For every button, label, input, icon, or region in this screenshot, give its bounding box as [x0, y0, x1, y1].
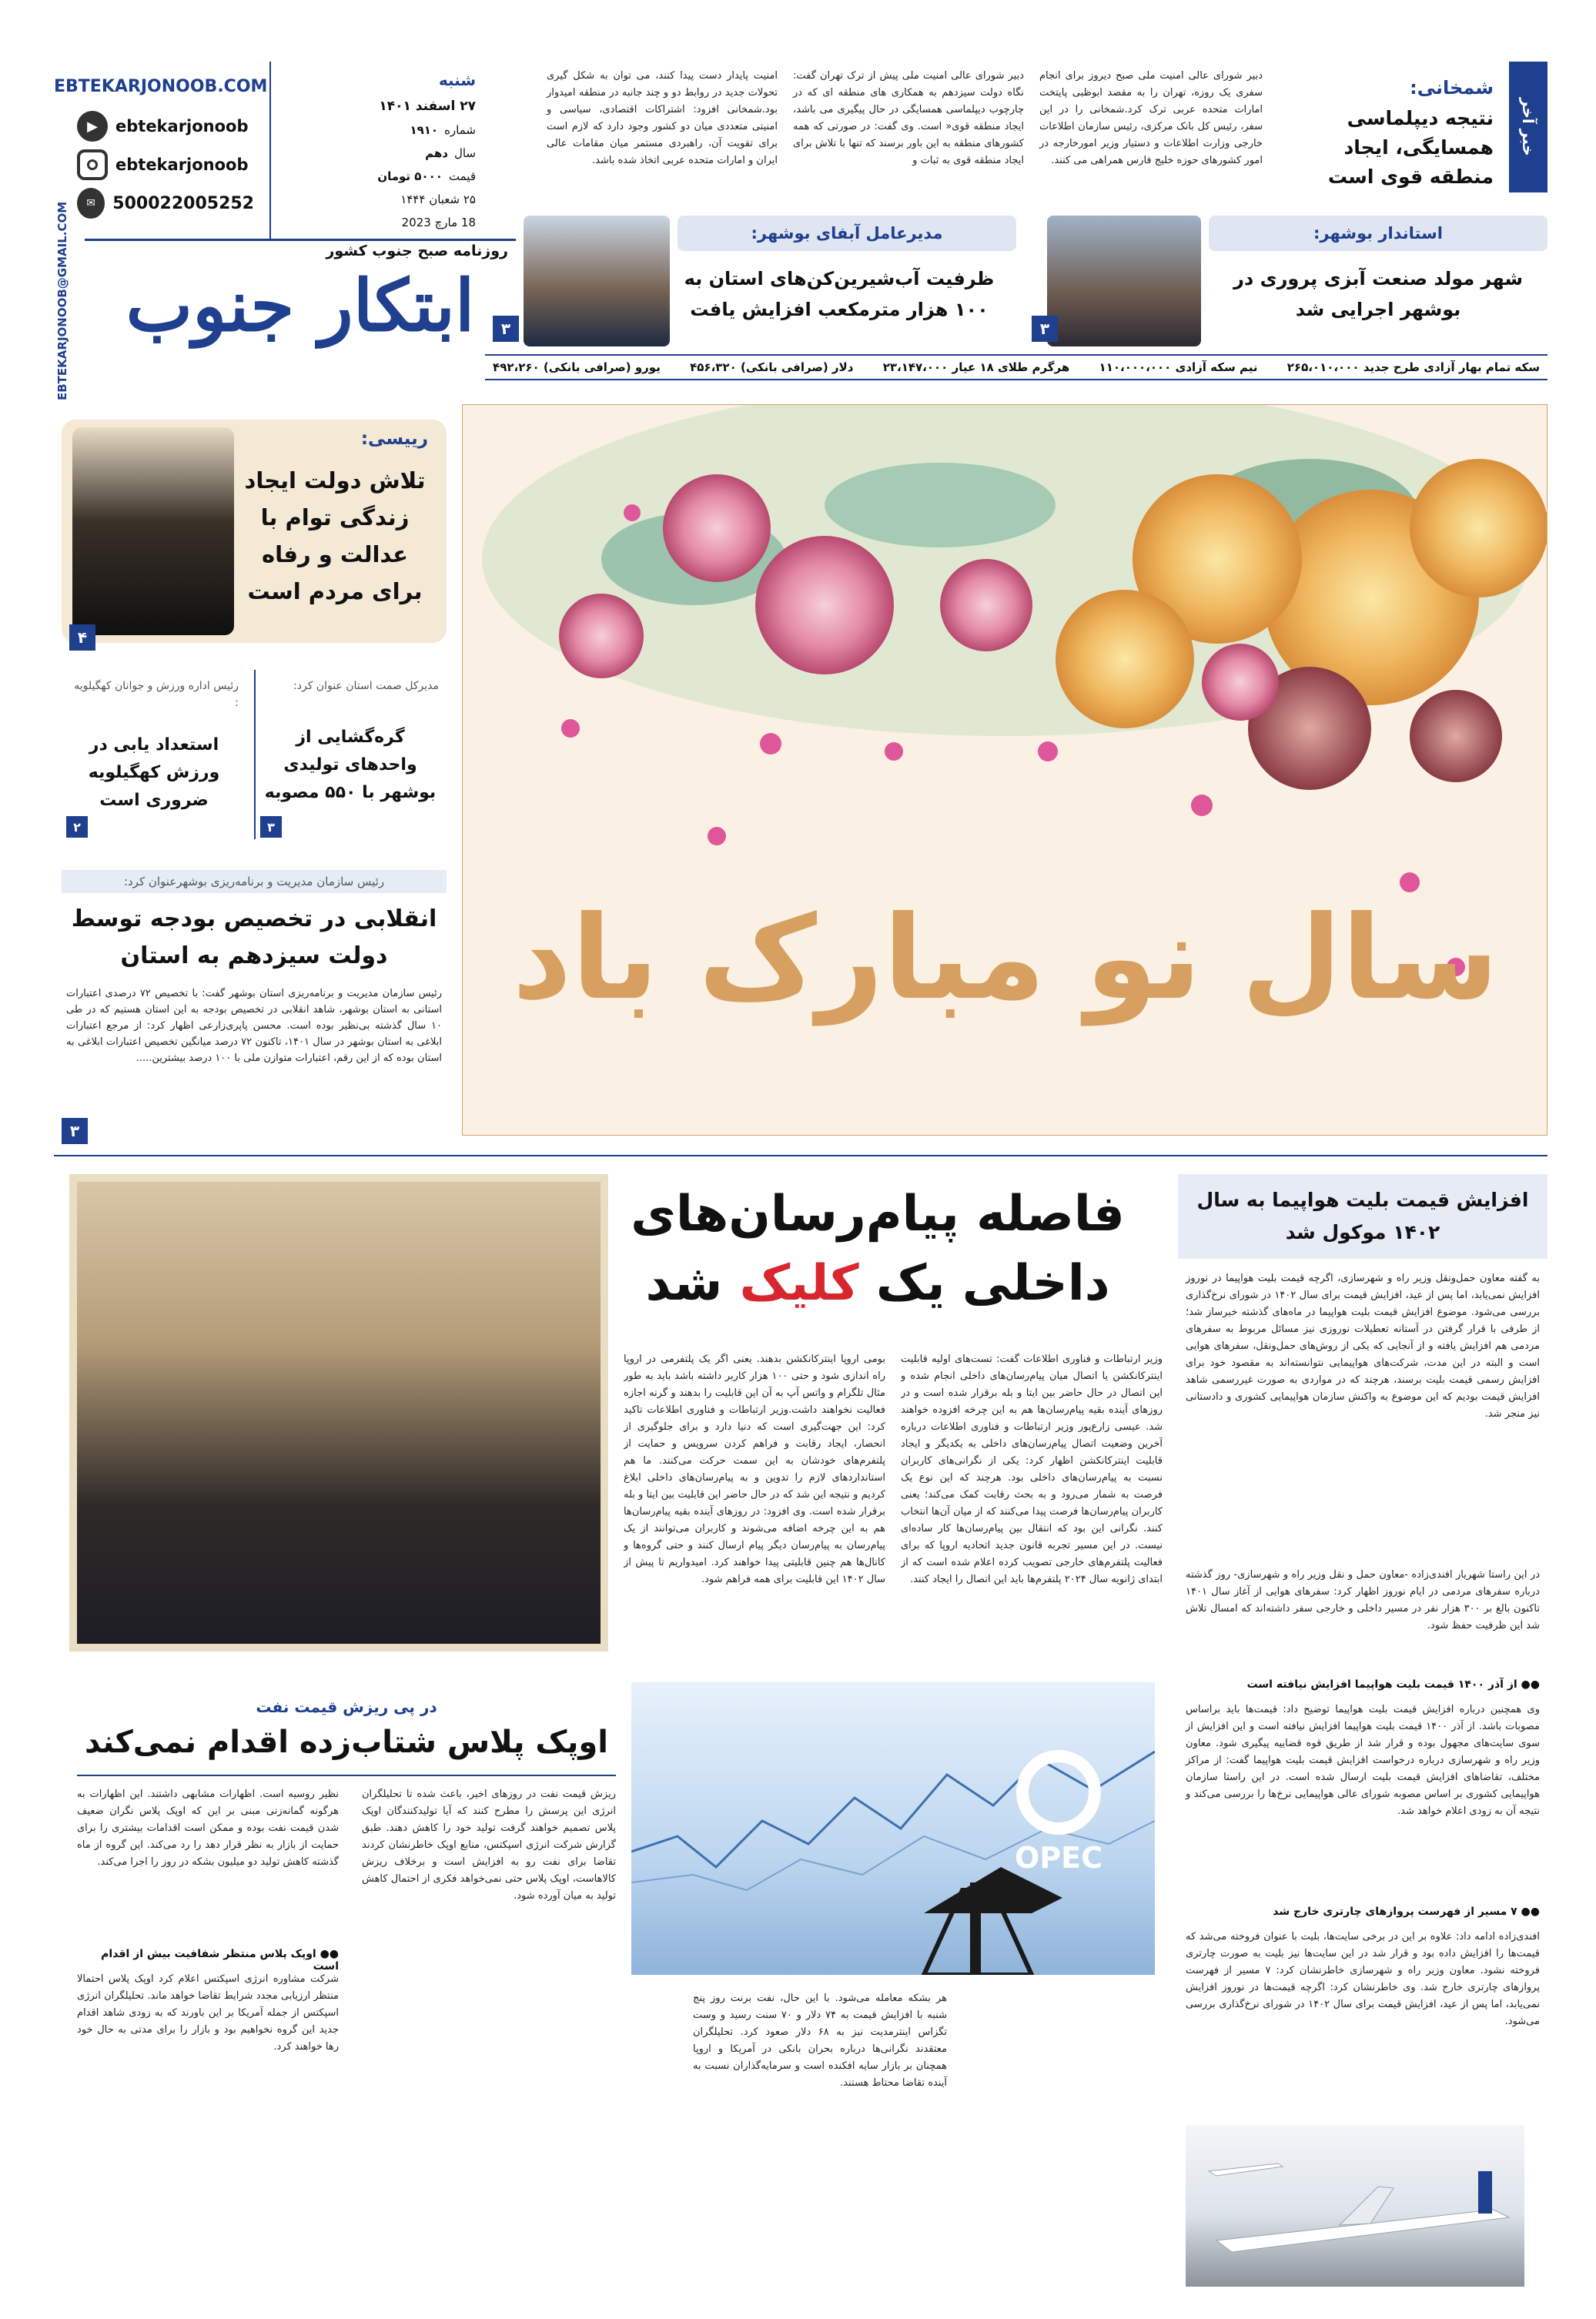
- raisi-page: ۴: [69, 624, 95, 651]
- main-headline-2: [624, 1251, 1132, 1316]
- budget-story[interactable]: [62, 870, 447, 1147]
- box-industry-kicker: مدیرکل صمت استان عنوان کرد:: [293, 680, 439, 692]
- box-sport-kicker: رئیس اداره ورزش و جوانان کهگیلویه :: [74, 680, 239, 709]
- opec-logo: [993, 1721, 1124, 1875]
- box-industry-page: ۳: [260, 816, 282, 838]
- flight-p1: به گفته معاون حمل‌ونقل وزیر راه و شهرسازی، اگرچه قیمت بلیت هواپیما در نوروز افزایش نمی‌یابد، اما پس از عید، افزایش قیمت برای سال ۱۴۰۲ در شورای نرخ‌گذاری بررسی می‌شود. موضوع افزایش قیمت بلیت هواپیما در ماه‌های گذشته خبرساز شد؛ از طرفی با قرار گرفتن در آستانه تعطیلات نوروزی نیز مسائل مربوط به سفرهای مردمی هم افزایش یافته و از آنجایی که یکی از روش‌های حمل‌ونقل، سفرهای هوایی است و البته در این مدت، شرکت‌های هواپیمایی نتوانسته‌اند به مقصود خود برای افزایش رسمی قیمت بلیت برسند، هرچند که در مواردی به صورت غیررسمی شاهد افزایش قیمت بودیم که این موضوع به واکنش سازمان هواپیمایی کشوری و دادستانی نیز منجر شد.: [1186, 1273, 1540, 1420]
- promo-1-headline: شهر مولد صنعت آبزی پروری در بوشهر اجرایی شد: [1233, 268, 1523, 320]
- phone-number: 500022005252: [112, 193, 254, 213]
- main-headline-2b: کلیک: [739, 1255, 859, 1312]
- instagram-icon: [77, 149, 108, 180]
- date-hijri: ۲۵ شعبان ۱۴۴۴: [400, 192, 476, 206]
- top-kicker: شمخانی:: [1410, 77, 1494, 99]
- flight-sub-2: ●● ۷ مسیر از فهرست پروازهای چارتری خارج شد: [1273, 1906, 1540, 1918]
- tagline: روزنامه صبح جنوب کشور: [326, 243, 508, 259]
- promo-1-photo: [1047, 216, 1201, 346]
- promo-2-page: ۳: [493, 316, 519, 342]
- nowruz-banner: [462, 404, 1547, 1136]
- youtube-icon: ▶: [77, 111, 108, 142]
- minister-photo: [69, 1174, 608, 1651]
- budget-kicker: رئیس سازمان مدیریت و برنامه‌ریزی بوشهرعنوان کرد:: [123, 875, 385, 888]
- budget-page: ۳: [62, 1118, 88, 1144]
- opec-col-3: شرکت مشاوره انرژی اسپکتس اعلام کرد اوپک پلاس احتمالا منتظر ارزیابی مجدد شرایط تقاضا خواهد ماند. تحلیلگران انرژی اسپکتس از جمله آمریکا بر این باورند که به زودی شاهد اقدام جدید این گروه نخواهیم بود و بازار را برای مدتی به حال خود رها خواهند کرد.: [77, 1973, 339, 2053]
- flight-headline: افزایش قیمت بلیت هواپیما به سال ۱۴۰۲ موکول شد: [1196, 1189, 1529, 1243]
- issue-label: شماره: [444, 123, 476, 137]
- top-headline[interactable]: نتیجه دیپلماسی همسایگی، ایجاد منطقه قوی است: [1327, 107, 1494, 188]
- calligraphy-text: سال نو مبارک باد: [512, 892, 1499, 1026]
- flight-p4: افندی‌زاده ادامه داد: علاوه بر این در برخی سایت‌ها، بلیت با عنوان فروخته می‌شد که قیمت‌ها را افزایش داده بود و قرار شد در این سایت‌ها نیز بلیت به صورت چارتری فروخته نشود. معاون وزیر راه و شهرسازی خاطرنشان کرد: ۷ مسیر از فهرست پروازهای چارتری خارج شد. وی خاطرنشان کرد: اگرچه قیمت‌ها در نوروز افزایش نمی‌یابد، اما پس از عید، افزایش قیمت برای سال ۱۴۰۲ در شورای نرخ‌گذاری بررسی می‌شود.: [1186, 1931, 1541, 2027]
- promo-2-photo: [524, 216, 670, 346]
- main-col-right: وزیر ارتباطات و فناوری اطلاعات گفت: تست‌های اولیه قابلیت اینترکانکشن یا اتصال میان پیام‌رسان‌های داخلی انجام شده و این اتصال در حال حاضر بین ایتا و بله برقرار شده است و در روزهای آینده بقیه پیام‌رسان‌ها هم به این چرخه افزوده خواهند شد. عیسی زارع‌پور وزیر ارتباطات و فناوری اطلاعات درباره آخرین وضعیت اتصال پیام‌رسان‌های داخلی به یکدیگر و ایجاد قابلیت اینترکانکشن اظهار کرد: یکی از نگرانی‌های کاربران نسبت به پیام‌رسان‌های داخلی بود. هرچند که این نوع یک فرصت به شمار می‌رود و به بحث رقابت کمک می‌کند؛ یعنی کاربران پیام‌رسان‌ها فرصت پیدا می‌کنند که از میان آن‌ها انتخاب کنند. نگرانی این بود که انتقال بین پیام‌رسان‌ها کار ساده‌ای نیست. در این مسیر تجربه قانون جدید اتحادیه اروپا که برای فعالیت پلتفرم‌های خارجی تصویب کرده اعلام شده است که از ابتدای ژانویه سال ۲۰۲۴ پلتفرم‌ها باید این اتصال را ایجاد کنند.: [901, 1354, 1163, 1585]
- opec-story[interactable]: [62, 1682, 1155, 2298]
- price-label: قیمت: [448, 169, 476, 183]
- flight-p3: وی همچنین درباره افزایش قیمت بلیت هواپیما توضیح داد: قیمت‌ها باید براساس مصوبات باشد. از آذر ۱۴۰۰ قیمت بلیت هواپیما افزایش نیافته است و این افزایش از سوی سایت‌های مجهول بوده و قرار شد از طریق قوه قضاییه پیگیری شود. معاون وزیر راه و شهرسازی درباره درخواست افزایش قیمت بلیت هواپیما گفت: از مراکز مختلف، تقاضاهای افزایش قیمت بلیت ارسال شده است. در این راستا سازمان هواپیمایی کشوری بر اساس مصوبه شورای عالی هواپیمایی نرخ‌ها را بررسی می‌کند و نتیجه آن به زودی اعلام خواهد شد.: [1186, 1704, 1540, 1817]
- logo[interactable]: [85, 239, 516, 362]
- budget-kicker-bar: [62, 870, 447, 893]
- promo-2[interactable]: [493, 208, 1016, 346]
- email-vertical[interactable]: EBTEKARJONOOB@GMAIL.COM: [55, 201, 69, 400]
- social-row-2[interactable]: [77, 146, 254, 183]
- masthead: [54, 46, 516, 385]
- budget-body: رئیس سازمان مدیریت و برنامه‌ریزی استان بوشهر گفت: با تخصیص ۷۲ درصدی اعتبارات استانی به استان بوشهر، شاهد انقلابی در تخصیص بودجه به این استان هستیم که در طی ۱۰ سال گذشته بی‌نظیر بوده است. محسن پاپری‌زارعی اظهار کرد: از مرجع اعتبارات ابلاغی به استان بوشهر در سال ۱۴۰۱، تاکنون ۷۲ درصد میانگین تخصیص اعتبارات ابلاغی به استان بوده که از این رقم، اعتبارات متوازن ملی با ۱۰۰ درصد بیشترین.....: [66, 988, 442, 1064]
- promo-1-kicker-box: [1209, 216, 1547, 251]
- flight-sub-1: ●● از آذر ۱۴۰۰ قیمت بلیت هواپیما افزایش نیافته است: [1246, 1678, 1540, 1691]
- section-divider: [54, 1155, 1547, 1156]
- ticker-item-gold: هرگرم طلای ۱۸ عیار ۲۳،۱۴۷،۰۰۰: [882, 360, 1070, 374]
- flower-illustration: [463, 405, 1547, 1136]
- phone-row[interactable]: [77, 185, 254, 222]
- ticker-item-euro: یورو (صرافی بانکی) ۴۹۲،۲۶۰: [493, 360, 661, 374]
- kicker-vertical-bar: [1509, 62, 1547, 192]
- opec-logo-text: OPEC: [1015, 1841, 1102, 1875]
- top-col-2: دبیر شورای عالی امنیت ملی پیش از ترک تهران گفت: نگاه دولت سیزدهم به همکاری های منطقه ای که در چارچوب دیپلماسی همسایگی در حال پیگیری می باشد، ایجاد منطقه قوی« است. وی گفت: در صورتی که همه کشورهای منطقه به این باور برسند که تنها با تلاش برای ایجاد منطقه قوی به ثبات و: [793, 70, 1024, 166]
- kicker-vertical: خبر آخر: [1519, 98, 1537, 156]
- price-value: ۵۰۰۰ تومان: [377, 169, 443, 183]
- main-col-left: بومی اروپا اینترکانکشن بدهند. یعنی اگر یک پلتفرمی در اروپا راه اندازی شود و حتی ۱۰۰ هزار کاربر داشته باشد باید به طور مثال تلگرام و واتس آپ به آن این قابلیت را بدهند و گرنه اجازه فعالیت نخواهند داشت.وزیر ارتباطات و فناوری اطلاعات تاکید کرد: این جهت‌گیری است که دنیا دارد و برای جلوگیری از انحصار، ایجاد رقابت و فراهم کردن سرویس و حمایت از پلتفرم‌های خودشان به این سمت حرکت می‌کنند. ما هم استانداردهای لازم را تدوین و به پیام‌رسان‌های داخلی ابلاغ کردیم و نتیجه این شد که در حال حاضر این قابلیت بین ایتا و بله برقرار شده است. وی افزود: در روزهای آینده بقیه پیام‌رسان‌ها هم به این چرخه اضافه می‌شوند و کاربران می‌توانند از یک پیام‌رسان به پیام‌رسان دیگر پیام ارسال کنند و حتی گروه‌ها و کانال‌ها هم چنین قابلیتی پیدا خواهند کرد. امیدواریم تا پیش از سال ۱۴۰۲ این قابلیت برای همه فراهم شود.: [624, 1354, 885, 1585]
- box-sport-headline: استعداد یابی در ورزش کهگیلویه ضروری است: [88, 735, 220, 810]
- ticker-item-coin: سکه تمام بهار آزادی طرح جدید ۲۶۵،۰۱۰،۰۰۰: [1287, 360, 1540, 374]
- airplane-icon: [1186, 2125, 1524, 2287]
- social-row-1[interactable]: [77, 108, 254, 145]
- flight-p2: در این راستا شهریار افندی‌زاده -معاون حمل و نقل وزیر راه و شهرسازی- روز گذشته درباره سفرهای مردمی در ایام نوروز اظهار کرد: سفرهای هوایی از آغاز سال ۱۴۰۱ تاکنون بالغ بر ۳۰۰ هزار نفر در مسیر داخلی و خارجی سفر داشته‌اند که امسال تلاش شد این ظرفیت حفظ شود.: [1186, 1569, 1540, 1631]
- box-industry[interactable]: [254, 670, 447, 839]
- top-news: [539, 46, 1547, 200]
- iranair-photo: [1186, 2125, 1524, 2287]
- date-gregorian: 18 مارچ 2023: [401, 216, 476, 229]
- opec-col-1: ریزش قیمت نفت در روزهای اخیر، باعث شده تا تحلیلگران انرژی این پرسش را مطرح کنند که آیا تولیدکنندگان اوپک پلاس تصمیم خواهند گرفت تولید خود را کاهش دهند. طبق گزارش شرکت انرژی اسپکتس، منابع اوپک خاطرنشان کردند تقاضا برای نفت رو به افزایش است و برخلاف ریزش کالاهاست، اوپک پلاس حتی نمی‌خواهد فکری از احتمال کاهش تولید به میان آورده شود.: [362, 1789, 616, 1902]
- opec-col-4: هر بشکه معامله می‌شود. با این حال، نفت برنت روز پنج شنبه با افزایش قیمت به ۷۴ دلار و ۷۰ سنت رسید و وست تگزاس اینترمدیت نیز به ۶۸ دلار صعود کرد. تحلیلگران معتقدند نگرانی‌ها درباره بحران بانکی در آمریکا و اروپا همچنان بر بازار سایه افکنده است و سرمایه‌گذاران نسبت به آینده تقاضا محتاط هستند.: [693, 1993, 947, 2089]
- raisi-box[interactable]: [62, 420, 447, 647]
- opec-col-2: نظیر روسیه است. اظهارات مشابهی داشتند. این اظهارات به هرگونه گمانه‌زنی مبنی بر این که اوپک پلاس نگران ضعیف شدن قیمت نفت بوده و ممکن است اقدامات بیشتری را برای حمایت از بازار به نظر قرار دهد را رد می‌کند. این گروه از ماه گذشته کاهش تولید دو میلیون بشکه در روز را اجرا می‌کند.: [77, 1789, 339, 1868]
- flight-headline-box: [1178, 1174, 1547, 1259]
- social-handle-youtube: ebtekarjonoob: [115, 117, 249, 136]
- ticker-item-dollar: دلار (صرافی بانکی) ۴۵۶،۳۲۰: [690, 360, 854, 374]
- raisi-kicker: رییسی:: [360, 429, 428, 449]
- budget-headline: انقلابی در تخصیص بودجه توسط دولت سیزدهم به استان: [71, 905, 437, 969]
- box-sport[interactable]: [62, 670, 246, 839]
- ticker-item-half-coin: نیم سکه آزادی ۱۱۰،۰۰۰،۰۰۰: [1099, 360, 1258, 374]
- opec-chart-photo: [631, 1682, 1155, 1975]
- promo-1[interactable]: [1032, 208, 1547, 346]
- promo-1-page: ۳: [1032, 316, 1058, 342]
- main-headline-2a: داخلی یک: [858, 1255, 1110, 1312]
- opec-sub-1: ●● اوپک پلاس منتظر شفافیت بیش از اقدام است: [101, 1948, 339, 1973]
- year-number: دهم: [425, 146, 448, 160]
- raisi-photo: [72, 427, 234, 635]
- social-handle-instagram: ebtekarjonoob: [115, 156, 249, 174]
- day-label: شنبه: [438, 71, 476, 89]
- opec-headline: اوپک پلاس شتاب‌زده اقدام نمی‌کند: [85, 1725, 608, 1760]
- promo-2-kicker-box: [678, 216, 1016, 251]
- issue-number: ۱۹۱۰: [410, 123, 439, 137]
- top-col-1: دبیر شورای عالی امنیت ملی صبح دیروز برای انجام سفری یک روزه، تهران را به مقصد ابوظبی پایتخت امارات متحده عربی ترک کرد.شمخانی را در این سفر، رئیس کل بانک مرکزی، رئیس سازمان اطلاعات خارجی وزارت اطلاعات و دستیار وزیر امورخارجه در امور کشورهای حوزه خلیج فارس همراهی می کنند.: [1039, 70, 1263, 166]
- flight-story[interactable]: [1178, 1166, 1547, 2291]
- year-label: سال: [453, 146, 476, 160]
- opec-kicker: در پی ریزش قیمت نفت: [256, 1698, 437, 1716]
- raisi-headline: تلاش دولت ایجاد زندگی توام با عدالت و رفاه برای مردم است: [244, 467, 426, 604]
- date-persian: ۲۷ اسفند ۱۴۰۱: [379, 99, 476, 114]
- date-block: [269, 62, 485, 239]
- promo-2-headline: ظرفیت آب‌شیرین‌کن‌های استان به ۱۰۰ هزار مترمکعب افزایش یافت: [684, 268, 995, 320]
- opec-headline-rule: [77, 1775, 616, 1776]
- promo-1-kicker: استاندار بوشهر:: [1313, 224, 1443, 243]
- main-headline-2c: شد: [645, 1255, 740, 1312]
- main-story[interactable]: [624, 1174, 1163, 1667]
- site-url[interactable]: EBTEKARJONOOB.COM: [54, 77, 268, 96]
- box-industry-headline: گره‌گشایی از واحدهای تولیدی بوشهر با ۵۵۰ مصوبه: [264, 728, 437, 802]
- box-sport-page: ۲: [66, 816, 88, 838]
- logo-text: ابتکار جنوب: [125, 264, 475, 347]
- sms-icon: ✉: [77, 188, 105, 219]
- top-col-3: امنیت پایدار دست پیدا کنند، می توان به شکل گیری تحولات جدید در روابط دو و چند جانبه در منطقه امیدوار بود.شمخانی افزود: اشتراکات اقتصادی، سیاسی و امنیتی متعددی میان دو کشور وجود دارد که لازم است برای تقویت آن، راهبردی مستمر میان مقامات عالی ایران و امارات متحده عربی اتخاذ شده باشد.: [547, 70, 778, 166]
- promo-2-kicker: مدیرعامل آبفای بوشهر:: [751, 224, 943, 243]
- ticker: [485, 354, 1547, 380]
- main-headline-1: فاصله پیام‌رسان‌های: [631, 1186, 1125, 1243]
